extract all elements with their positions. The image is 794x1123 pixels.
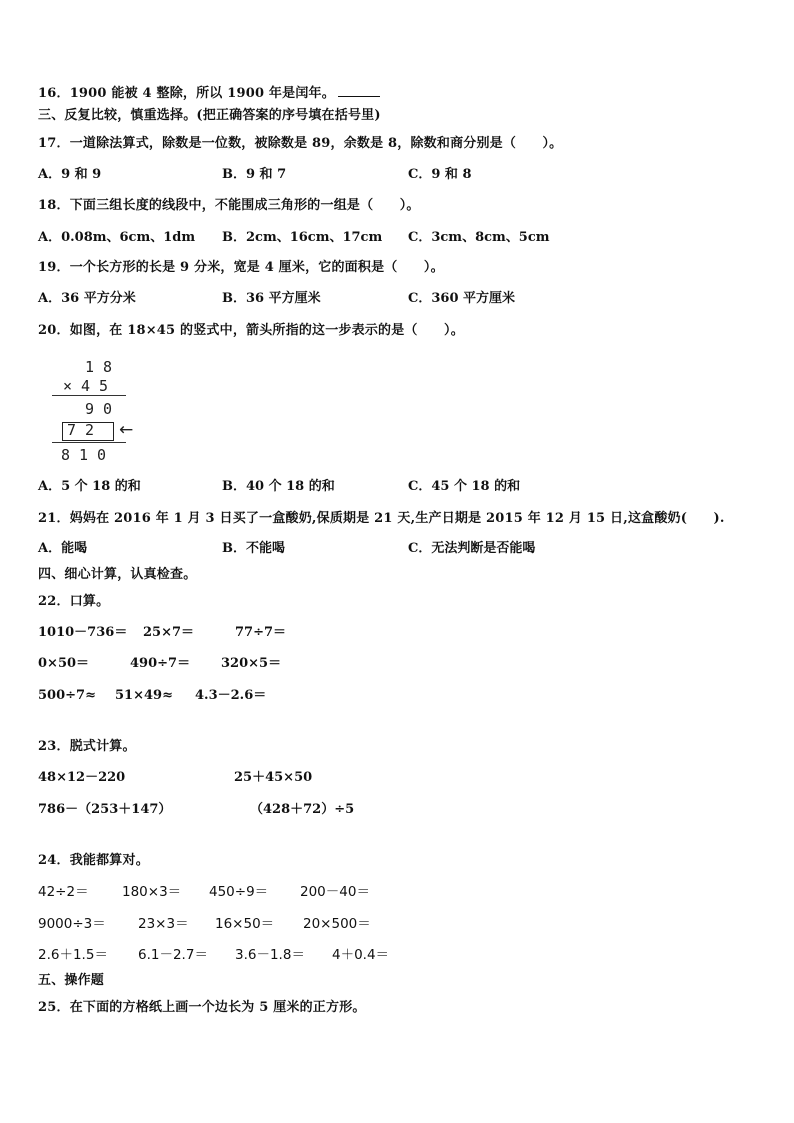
section-3-heading: 三、反复比较，慎重选择。(把正确答案的序号填在括号里) (38, 108, 381, 123)
multiplication-figure (50, 358, 160, 466)
q18-stem: 18．下面三组长度的线段中，不能围成三角形的一组是（ ）。 (38, 198, 420, 213)
q22-expr: 25×7＝ (143, 625, 195, 640)
fig-row-multiplier: ×45 (63, 377, 118, 395)
q23-expr: 786－（253＋147） (38, 802, 172, 817)
q18-option-a[interactable]: A．0.08m、6cm、1dm (38, 230, 196, 245)
q22-expr: 51×49≈ (115, 688, 173, 703)
q24-expr: 16×50＝ (215, 916, 275, 932)
q24-expr: 4＋0.4＝ (332, 947, 390, 963)
q22-expr: 1010－736＝ (38, 625, 128, 640)
q21-option-b[interactable]: B．不能喝 (222, 541, 285, 556)
q21-stem: 21．妈妈在 2016 年 1 月 3 日买了一盒酸奶,保质期是 21 天,生产日期是 2015 年 12 月 15 日,这盒酸奶( ). (38, 511, 725, 526)
q18-option-b[interactable]: B．2cm、16cm、17cm (222, 230, 383, 245)
answer-blank[interactable] (338, 84, 380, 97)
q16 (38, 84, 380, 102)
q24-expr: 20×500＝ (303, 916, 371, 932)
q24-expr: 3.6－1.8＝ (235, 947, 305, 963)
q21-option-a[interactable]: A．能喝 (38, 541, 88, 556)
q19-stem: 19．一个长方形的长是 9 分米，宽是 4 厘米，它的面积是（ ）。 (38, 260, 444, 275)
fig-row-partial-1: 90 (85, 400, 122, 418)
q24-expr: 450÷9＝ (209, 884, 269, 900)
q23-expr: 25＋45×50 (234, 770, 313, 785)
q17-option-a[interactable]: A．9 和 9 (38, 167, 102, 182)
fig-row-partial-2: 72 (67, 421, 104, 439)
fig-row-product: 810 (61, 446, 116, 464)
q23-title: 23．脱式计算。 (38, 739, 136, 754)
q22-expr: 320×5＝ (221, 656, 282, 671)
fig-rule-2 (52, 442, 126, 443)
q24-expr: 6.1－2.7＝ (138, 947, 208, 963)
q25-stem: 25．在下面的方格纸上画一个边长为 5 厘米的正方形。 (38, 1000, 366, 1015)
q21-option-c[interactable]: C．无法判断是否能喝 (408, 541, 536, 556)
q19-option-c[interactable]: C．360 平方厘米 (408, 291, 516, 306)
q18-option-c[interactable]: C．3cm、8cm、5cm (408, 230, 550, 245)
q24-expr: 200－40＝ (300, 884, 370, 900)
fig-rule-1 (52, 395, 126, 396)
q17-option-b[interactable]: B．9 和 7 (222, 167, 287, 182)
q24-expr: 2.6＋1.5＝ (38, 947, 108, 963)
q20-option-b[interactable]: B．40 个 18 的和 (222, 479, 335, 494)
q23-expr: 48×12－220 (38, 770, 126, 785)
q22-expr: 77÷7＝ (235, 625, 287, 640)
q22-expr: 4.3－2.6＝ (195, 688, 267, 703)
q24-expr: 23×3＝ (138, 916, 189, 932)
arrow-left-icon: ← (119, 420, 134, 440)
q17-stem: 17．一道除法算式，除数是一位数，被除数是 89，余数是 8，除数和商分别是（ ）。 (38, 136, 563, 151)
q22-expr: 0×50＝ (38, 656, 90, 671)
q24-title: 24．我能都算对。 (38, 853, 149, 868)
q19-option-a[interactable]: A．36 平方分米 (38, 291, 136, 306)
q20-stem: 20．如图，在 18×45 的竖式中，箭头所指的这一步表示的是（ ）。 (38, 323, 464, 338)
q22-expr: 500÷7≈ (38, 688, 96, 703)
section-4-heading: 四、细心计算，认真检查。 (38, 567, 197, 582)
q23-expr: （428＋72）÷5 (250, 802, 355, 817)
q17-option-c[interactable]: C．9 和 8 (408, 167, 472, 182)
fig-row-multiplicand: 18 (85, 358, 122, 376)
q16-text: 16．1900 能被 4 整除，所以 1900 年是闰年。 (38, 86, 335, 101)
q22-expr: 490÷7＝ (130, 656, 191, 671)
q24-expr: 9000÷3＝ (38, 916, 106, 932)
q24-expr: 42÷2＝ (38, 884, 89, 900)
q22-title: 22．口算。 (38, 594, 110, 609)
section-5-heading: 五、操作题 (38, 973, 105, 988)
q20-option-c[interactable]: C．45 个 18 的和 (408, 479, 521, 494)
q19-option-b[interactable]: B．36 平方厘米 (222, 291, 321, 306)
q24-expr: 180×3＝ (122, 884, 182, 900)
q20-option-a[interactable]: A．5 个 18 的和 (38, 479, 141, 494)
